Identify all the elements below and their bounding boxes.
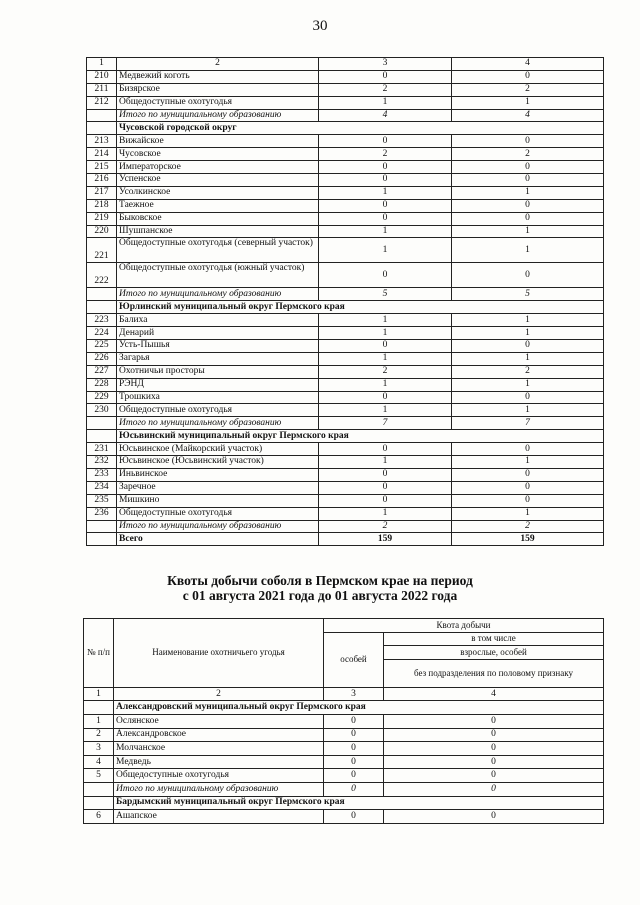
row-number <box>87 533 117 546</box>
table-row <box>87 404 604 417</box>
quota-value: 0 <box>319 70 452 83</box>
quota-value: 0 <box>452 468 604 481</box>
quota-value: 0 <box>319 468 452 481</box>
quota-value: 0 <box>324 810 384 824</box>
title-line: с 01 августа 2021 года до 01 августа 2022 года <box>182 588 458 603</box>
quota-value: 0 <box>319 263 452 288</box>
quota-value: 0 <box>384 769 604 783</box>
quota-value: 159 <box>452 533 604 546</box>
hunting-ground-name: Денарий <box>117 327 319 340</box>
hunting-ground-name: Юсьвинское (Майкорский участок) <box>117 443 319 456</box>
row-number <box>87 520 117 533</box>
hunting-ground-name: Чусовское <box>117 148 319 161</box>
table-row <box>87 135 604 148</box>
table-row <box>87 443 604 456</box>
quota-value: 7 <box>452 417 604 430</box>
hunting-ground-name: РЭНД <box>117 378 319 391</box>
table-row <box>87 199 604 212</box>
empty-cell <box>84 701 114 715</box>
row-number: 212 <box>87 96 117 109</box>
empty-cell <box>87 301 117 314</box>
hunting-ground-name: Ашапское <box>114 810 324 824</box>
hunting-ground-name: Медведь <box>114 755 324 769</box>
section-row <box>87 301 604 314</box>
hunting-ground-name: Всего <box>117 533 319 546</box>
row-number: 224 <box>87 327 117 340</box>
header-num: № п/п <box>84 619 114 688</box>
section-name: Бардымский муниципальный округ Пермского края <box>114 796 604 810</box>
table-row <box>87 186 604 199</box>
subtotal-row <box>87 520 604 533</box>
quota-value: 0 <box>384 810 604 824</box>
hunting-ground-name: Быковское <box>117 212 319 225</box>
table-row <box>87 494 604 507</box>
table-row <box>87 314 604 327</box>
quota-value: 0 <box>319 391 452 404</box>
table-row <box>87 352 604 365</box>
quota-value: 0 <box>452 263 604 288</box>
table-row <box>87 212 604 225</box>
table-index-row <box>84 687 604 701</box>
hunting-ground-name: Итого по муниципальному образованию <box>117 288 319 301</box>
row-number: 235 <box>87 494 117 507</box>
table-row <box>84 755 604 769</box>
row-number: 4 <box>84 755 114 769</box>
quota-value: 0 <box>452 70 604 83</box>
hunting-ground-name: Общедоступные охотугодья (южный участок) <box>117 263 319 288</box>
hunting-ground-name: Императорское <box>117 161 319 174</box>
table-row <box>84 769 604 783</box>
hunting-ground-name: Бизярское <box>117 83 319 96</box>
quota-value: 1 <box>452 456 604 469</box>
table-row <box>87 378 604 391</box>
quota-value: 0 <box>319 481 452 494</box>
table-row <box>87 481 604 494</box>
table-row <box>87 70 604 83</box>
quota-value: 7 <box>319 417 452 430</box>
quota-value: 1 <box>452 404 604 417</box>
quota-value: 1 <box>452 186 604 199</box>
hunting-ground-name: Молчанское <box>114 742 324 756</box>
quota-value: 1 <box>319 352 452 365</box>
row-number: 230 <box>87 404 117 417</box>
table-index-cell: 1 <box>87 58 117 71</box>
row-number: 221 <box>87 238 117 263</box>
hunting-ground-name: Итого по муниципальному образованию <box>117 520 319 533</box>
row-number: 211 <box>87 83 117 96</box>
quota-value: 0 <box>452 443 604 456</box>
row-number: 236 <box>87 507 117 520</box>
hunting-ground-name: Усолкинское <box>117 186 319 199</box>
quota-value: 5 <box>452 288 604 301</box>
table-index-cell: 1 <box>84 687 114 701</box>
quota-value: 1 <box>319 378 452 391</box>
hunting-ground-name: Вижайское <box>117 135 319 148</box>
document-title <box>0 573 640 603</box>
section-row <box>87 122 604 135</box>
hunting-ground-name: Общедоступные охотугодья <box>114 769 324 783</box>
quota-value: 0 <box>384 742 604 756</box>
table-row <box>87 83 604 96</box>
row-number: 234 <box>87 481 117 494</box>
row-number <box>87 417 117 430</box>
quota-value: 1 <box>319 225 452 238</box>
table-row <box>87 225 604 238</box>
hunting-ground-name: Итого по муниципальному образованию <box>114 782 324 796</box>
header-incl: в том числе <box>384 632 604 646</box>
quota-value: 2 <box>319 520 452 533</box>
table-index-cell: 2 <box>117 58 319 71</box>
quota-value: 1 <box>319 186 452 199</box>
subtotal-row <box>87 288 604 301</box>
quota-value: 1 <box>452 238 604 263</box>
quota-value: 0 <box>452 494 604 507</box>
table-row <box>87 263 604 288</box>
table-row <box>84 728 604 742</box>
hunting-ground-name: Усть-Пышья <box>117 340 319 353</box>
table-row <box>87 340 604 353</box>
grand-total-row <box>87 533 604 546</box>
header-individuals: особей <box>324 632 384 687</box>
quota-value: 1 <box>319 404 452 417</box>
hunting-ground-name: Охотничьи просторы <box>117 365 319 378</box>
quota-value: 4 <box>452 109 604 122</box>
table-row <box>87 507 604 520</box>
quota-value: 4 <box>319 109 452 122</box>
quota-value: 1 <box>319 456 452 469</box>
quota-value: 1 <box>319 314 452 327</box>
table-index-cell: 3 <box>324 687 384 701</box>
table-row <box>87 96 604 109</box>
table-row <box>84 714 604 728</box>
table-index-row <box>87 58 604 71</box>
quota-value: 1 <box>452 314 604 327</box>
quota-value: 0 <box>319 443 452 456</box>
row-number: 219 <box>87 212 117 225</box>
hunting-ground-name: Итого по муниципальному образованию <box>117 109 319 122</box>
quota-value: 0 <box>319 174 452 187</box>
row-number: 220 <box>87 225 117 238</box>
quota-value: 0 <box>452 174 604 187</box>
table-index-cell: 4 <box>452 58 604 71</box>
hunting-ground-name: Трошкиха <box>117 391 319 404</box>
hunting-ground-name: Общедоступные охотугодья <box>117 96 319 109</box>
quota-value: 1 <box>452 225 604 238</box>
hunting-ground-name: Общедоступные охотугодья (северный участок) <box>117 238 319 263</box>
quota-value: 2 <box>452 148 604 161</box>
title-line: Квоты добычи соболя в Пермском крае на период <box>167 573 473 588</box>
row-number: 215 <box>87 161 117 174</box>
quota-value: 0 <box>384 782 604 796</box>
quota-value: 0 <box>319 212 452 225</box>
row-number: 227 <box>87 365 117 378</box>
section-row <box>84 796 604 810</box>
quota-value: 1 <box>452 96 604 109</box>
quota-value: 2 <box>452 83 604 96</box>
hunting-ground-name: Ослянское <box>114 714 324 728</box>
table-row <box>87 468 604 481</box>
quota-table-body <box>87 58 604 546</box>
quota-value: 0 <box>452 212 604 225</box>
header-adults: взрослые, особей <box>384 646 604 660</box>
hunting-ground-name: Общедоступные охотугодья <box>117 507 319 520</box>
quota-value: 0 <box>384 755 604 769</box>
sable-quota-table-body <box>84 619 604 824</box>
row-number <box>87 109 117 122</box>
header-row <box>84 619 604 633</box>
hunting-ground-name: Шушпанское <box>117 225 319 238</box>
quota-value: 1 <box>452 507 604 520</box>
row-number: 229 <box>87 391 117 404</box>
quota-value: 1 <box>319 507 452 520</box>
row-number: 217 <box>87 186 117 199</box>
quota-value: 0 <box>452 481 604 494</box>
quota-value: 2 <box>452 520 604 533</box>
row-number: 210 <box>87 70 117 83</box>
quota-value: 0 <box>452 340 604 353</box>
table-index-cell: 4 <box>384 687 604 701</box>
row-number: 233 <box>87 468 117 481</box>
quota-value: 0 <box>324 714 384 728</box>
quota-value: 1 <box>452 378 604 391</box>
quota-value: 2 <box>319 365 452 378</box>
quota-value: 0 <box>324 769 384 783</box>
table-row <box>87 365 604 378</box>
quota-value: 0 <box>324 728 384 742</box>
row-number: 223 <box>87 314 117 327</box>
quota-value: 0 <box>319 135 452 148</box>
quota-value: 1 <box>319 96 452 109</box>
quota-value: 2 <box>319 83 452 96</box>
row-number: 222 <box>87 263 117 288</box>
table-row <box>87 161 604 174</box>
quota-value: 1 <box>319 238 452 263</box>
quota-value: 0 <box>324 742 384 756</box>
row-number: 1 <box>84 714 114 728</box>
quota-value: 0 <box>384 714 604 728</box>
row-number <box>87 288 117 301</box>
table-row <box>87 456 604 469</box>
quota-value: 0 <box>452 135 604 148</box>
quota-value: 1 <box>319 327 452 340</box>
row-number: 214 <box>87 148 117 161</box>
subtotal-row <box>84 782 604 796</box>
quota-value: 0 <box>319 340 452 353</box>
subtotal-row <box>87 417 604 430</box>
sable-quota-table <box>83 618 604 824</box>
header-quota: Квота добычи <box>324 619 604 633</box>
quota-value: 0 <box>452 391 604 404</box>
quota-table-continued <box>86 57 604 546</box>
table-row <box>87 391 604 404</box>
quota-value: 0 <box>384 728 604 742</box>
row-number: 226 <box>87 352 117 365</box>
empty-cell <box>87 122 117 135</box>
section-row <box>87 430 604 443</box>
hunting-ground-name: Юсьвинское (Юсьвинский участок) <box>117 456 319 469</box>
hunting-ground-name: Таежное <box>117 199 319 212</box>
quota-value: 5 <box>319 288 452 301</box>
quota-value: 0 <box>324 755 384 769</box>
quota-value: 0 <box>452 199 604 212</box>
hunting-ground-name: Успенское <box>117 174 319 187</box>
quota-value: 0 <box>319 199 452 212</box>
section-row <box>84 701 604 715</box>
section-name: Александровский муниципальный округ Пермского края <box>114 701 604 715</box>
quota-value: 1 <box>452 352 604 365</box>
row-number: 6 <box>84 810 114 824</box>
hunting-ground-name: Медвежий коготь <box>117 70 319 83</box>
quota-value: 2 <box>319 148 452 161</box>
hunting-ground-name: Иньвинское <box>117 468 319 481</box>
row-number: 5 <box>84 769 114 783</box>
header-nosex: без подразделения по половому признаку <box>384 659 604 687</box>
quota-value: 0 <box>319 494 452 507</box>
hunting-ground-name: Заречное <box>117 481 319 494</box>
hunting-ground-name: Балиха <box>117 314 319 327</box>
table-row <box>84 810 604 824</box>
table-row <box>87 148 604 161</box>
table-row <box>84 742 604 756</box>
row-number <box>84 782 114 796</box>
quota-value: 1 <box>452 327 604 340</box>
row-number: 225 <box>87 340 117 353</box>
hunting-ground-name: Мишкино <box>117 494 319 507</box>
quota-value: 0 <box>319 161 452 174</box>
row-number: 216 <box>87 174 117 187</box>
row-number: 3 <box>84 742 114 756</box>
page-number: 30 <box>312 18 328 34</box>
section-name: Чусовской городской округ <box>117 122 604 135</box>
empty-cell <box>87 430 117 443</box>
hunting-ground-name: Общедоступные охотугодья <box>117 404 319 417</box>
header-name: Наименование охотничьего угодья <box>114 619 324 688</box>
row-number: 228 <box>87 378 117 391</box>
row-number: 2 <box>84 728 114 742</box>
table-row <box>87 238 604 263</box>
table-row <box>87 327 604 340</box>
quota-value: 2 <box>452 365 604 378</box>
hunting-ground-name: Итого по муниципальному образованию <box>117 417 319 430</box>
empty-cell <box>84 796 114 810</box>
subtotal-row <box>87 109 604 122</box>
table-index-cell: 2 <box>114 687 324 701</box>
row-number: 218 <box>87 199 117 212</box>
quota-value: 159 <box>319 533 452 546</box>
table-index-cell: 3 <box>319 58 452 71</box>
hunting-ground-name: Александровское <box>114 728 324 742</box>
section-name: Юсьвинский муниципальный округ Пермского края <box>117 430 604 443</box>
hunting-ground-name: Загарья <box>117 352 319 365</box>
section-name: Юрлинский муниципальный округ Пермского края <box>117 301 604 314</box>
row-number: 232 <box>87 456 117 469</box>
quota-value: 0 <box>452 161 604 174</box>
row-number: 231 <box>87 443 117 456</box>
table-row <box>87 174 604 187</box>
quota-value: 0 <box>324 782 384 796</box>
row-number: 213 <box>87 135 117 148</box>
